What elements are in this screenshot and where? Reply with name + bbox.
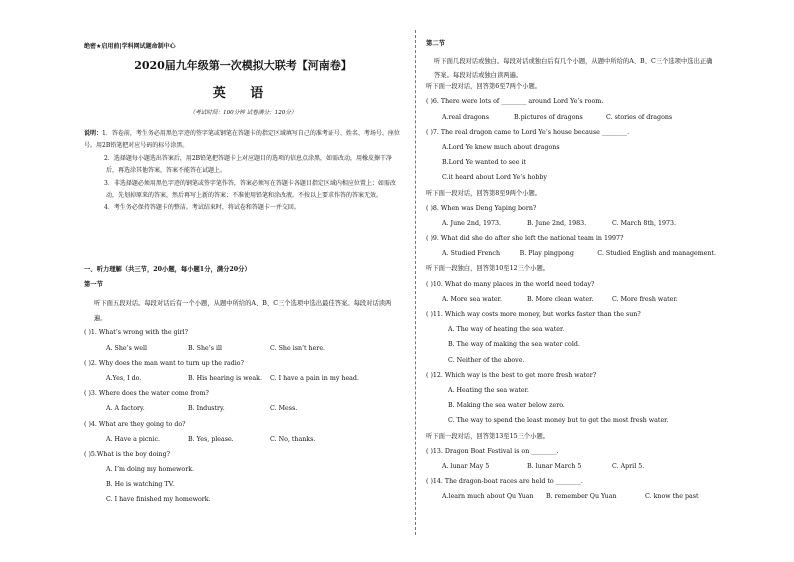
q5-option-c[interactable]: C. I have finished my homework. bbox=[106, 496, 211, 504]
question-10: ( )10. What do many places in the world need today? bbox=[426, 280, 595, 288]
intro-10-12: 听下面一段独白，回答第10至12三个小题。 bbox=[426, 265, 550, 273]
option-c[interactable]: C. know the past bbox=[645, 493, 699, 501]
option-b[interactable]: B. June 2nd, 1983. bbox=[527, 219, 587, 227]
q5-option-a[interactable]: A. I’m doing my homework. bbox=[106, 466, 195, 474]
section2-label: 第二节 bbox=[426, 40, 445, 47]
option-a[interactable]: A. A factory. bbox=[106, 405, 145, 413]
option-b[interactable]: B. Yes, please. bbox=[188, 435, 234, 443]
option-c[interactable]: C. stories of dragons bbox=[606, 113, 673, 121]
question-4-options bbox=[84, 436, 402, 451]
option-a[interactable]: A. lunar May 5 bbox=[442, 462, 490, 470]
option-b[interactable]: B. More clean water. bbox=[527, 295, 594, 303]
question-11: ( )11. Which way costs more money, but works faster than the sun? bbox=[426, 311, 641, 318]
question-2: ( )2. Why does the man want to turn up the radio? bbox=[84, 359, 244, 367]
question-8-options bbox=[426, 220, 716, 235]
option-a[interactable]: A. June 2nd, 1973. bbox=[442, 219, 502, 227]
option-a[interactable]: A. More sea water. bbox=[442, 295, 502, 303]
question-1: ( )1. What’s wrong with the girl? bbox=[84, 329, 189, 337]
q7-option-a[interactable]: A.Lord Ye knew much about dragons bbox=[442, 143, 560, 151]
question-14-options bbox=[426, 493, 716, 508]
option-c[interactable]: C. I have a pain in my head. bbox=[270, 374, 359, 382]
option-c[interactable]: C. She isn’t here. bbox=[270, 344, 326, 352]
question-13-options bbox=[426, 463, 716, 478]
option-b[interactable]: B. remember Qu Yuan bbox=[546, 493, 617, 501]
option-c[interactable]: C. April 5. bbox=[612, 462, 645, 470]
question-12: ( )12. Which way is the best to get more fresh water? bbox=[426, 371, 597, 379]
instruction-2: 2．选择题每小题选出答案后，用2B铅笔把答题卡上对应题目的选项的信息点涂黑，如需改动，用橡皮擦干净后，再选涂其他答案，答案不能答在试题上。 bbox=[104, 154, 393, 175]
question-1-options bbox=[84, 345, 402, 360]
instruction-1: 说明：1．答卷前，考生务必用黑色字迹的签字笔或钢笔在答题卡的指定区域填写自己的准考证号、姓名、考场号、座位号。用2B铅笔把对应号码的标号涂黑。 bbox=[84, 130, 400, 150]
question-7: ( )7. The real dragon came to Lord Ye’s house because ________. bbox=[426, 128, 630, 136]
q11-option-b[interactable]: B. The way of making the sea water cold. bbox=[448, 341, 580, 349]
option-b[interactable]: B. She’s ill bbox=[188, 344, 223, 352]
intro-6-7: 听下面一段对话，回答第6至7两个小题。 bbox=[426, 83, 542, 91]
option-c[interactable]: C. March 8th, 1973. bbox=[612, 219, 677, 227]
question-2-options bbox=[84, 375, 402, 390]
question-13: ( )13. Dragon Boat Festival is on ________. bbox=[426, 447, 559, 455]
question-6-options bbox=[426, 114, 716, 129]
question-3-options bbox=[84, 405, 402, 420]
q7-option-b[interactable]: B.Lord Ye wanted to see it bbox=[442, 159, 527, 167]
option-b[interactable]: B. His hearing is weak. bbox=[188, 374, 262, 382]
instruction-4: 4．考生务必保持答题卡的整洁。考试结束时，将试卷和答题卡一并交回。 bbox=[104, 204, 300, 212]
q5-option-b[interactable]: B. He is watching TV. bbox=[106, 481, 175, 489]
instruction-3: 3．非选择题必须用黑色字迹的钢笔或签字笔作答，答案必须写在答题卡各题目指定区域内相应位置上；如需改动，先划掉原来的答案，然后再写上新的答案；不准使用铅笔和涂改液。不按以上要求作答的答案无效。 bbox=[104, 179, 396, 200]
option-b[interactable]: B.pictures of dragons bbox=[514, 113, 583, 121]
option-b[interactable]: B. Play pingpong bbox=[519, 250, 574, 258]
q12-option-a[interactable]: A. Heating the sea water. bbox=[448, 386, 529, 394]
section1-desc: 听下面五段对话。每段对话后有一个小题，从题中所给的A、B、C三个选项中选出最佳答案。每段对话读两遍。 bbox=[94, 300, 392, 323]
question-6: ( )6. There were lots of ________ around Lord Ye’s room. bbox=[426, 98, 604, 106]
section1-label: 第一节 bbox=[84, 281, 103, 289]
question-14: ( )14. The dragon-boat races are held to ________. bbox=[426, 478, 583, 486]
q12-option-c[interactable]: C. The way to spend the least money but to get the most fresh water. bbox=[448, 417, 669, 425]
subject-title: 英 语 bbox=[212, 86, 274, 101]
intro-13-15: 听下面一段对话，回答第13至15三个小题。 bbox=[426, 432, 550, 440]
question-9: ( )9. What did she do after she left the national team in 1997? bbox=[426, 235, 624, 243]
part2-block bbox=[426, 40, 716, 508]
q11-option-c[interactable]: C. Neither of the above. bbox=[448, 356, 525, 364]
exam-meta: （考试时间：100分钟 试卷满分：120分） bbox=[189, 110, 297, 116]
part1-block bbox=[84, 266, 402, 512]
q11-option-a[interactable]: A. The way of heating the sea water. bbox=[448, 326, 565, 334]
intro-8-9: 听下面一段对话，回答第8至9两个小题。 bbox=[426, 189, 542, 197]
instructions-head: 说明： bbox=[84, 130, 103, 137]
column-divider bbox=[415, 30, 416, 535]
section2-desc: 听下面几段对话或独白。每段对话或独白后有几个小题，从题中所给的A、B、C三个选项中选出正确答案。每段对话或独白读两遍。 bbox=[434, 58, 713, 80]
option-b[interactable]: B. lunar March 5 bbox=[527, 462, 582, 470]
instructions bbox=[84, 128, 402, 215]
question-5: ( )5.What is the boy doing? bbox=[84, 450, 170, 458]
option-a[interactable]: A.Yes, I do. bbox=[106, 374, 142, 382]
option-b[interactable]: B. Industry. bbox=[188, 405, 225, 413]
option-a[interactable]: A. Have a picnic. bbox=[106, 435, 161, 443]
secret-label: 绝密★启用前|学科网试题命制中心 bbox=[84, 43, 176, 50]
q7-option-c[interactable]: C.it heard about Lord Ye’s hobby bbox=[442, 174, 547, 182]
option-c[interactable]: C. More fresh water. bbox=[612, 295, 678, 303]
question-8: ( )8. When was Deng Yaping born? bbox=[426, 204, 537, 212]
q12-option-b[interactable]: B. Making the sea water below zero. bbox=[448, 402, 565, 410]
option-a[interactable]: A.learn much about Qu Yuan bbox=[442, 493, 534, 501]
option-a[interactable]: A. Studied French bbox=[442, 250, 500, 258]
option-a[interactable]: A.real dragons bbox=[442, 113, 489, 121]
part1-heading: 一、听力理解（共三节，20小题，每小题1分，满分20分） bbox=[84, 266, 251, 273]
question-10-options bbox=[426, 296, 716, 311]
question-4: ( )4. What are they going to do? bbox=[84, 420, 186, 428]
question-9-options bbox=[426, 250, 716, 265]
option-c[interactable]: C. Studied English and management. bbox=[597, 250, 716, 258]
option-a[interactable]: A. She’s well bbox=[106, 344, 148, 352]
question-3: ( )3. Where does the water come from? bbox=[84, 390, 209, 398]
option-c[interactable]: C. No, thanks. bbox=[270, 435, 316, 443]
option-c[interactable]: C. Mess. bbox=[270, 405, 298, 413]
exam-title: 2020届九年级第一次模拟大联考【河南卷】 bbox=[134, 59, 352, 72]
